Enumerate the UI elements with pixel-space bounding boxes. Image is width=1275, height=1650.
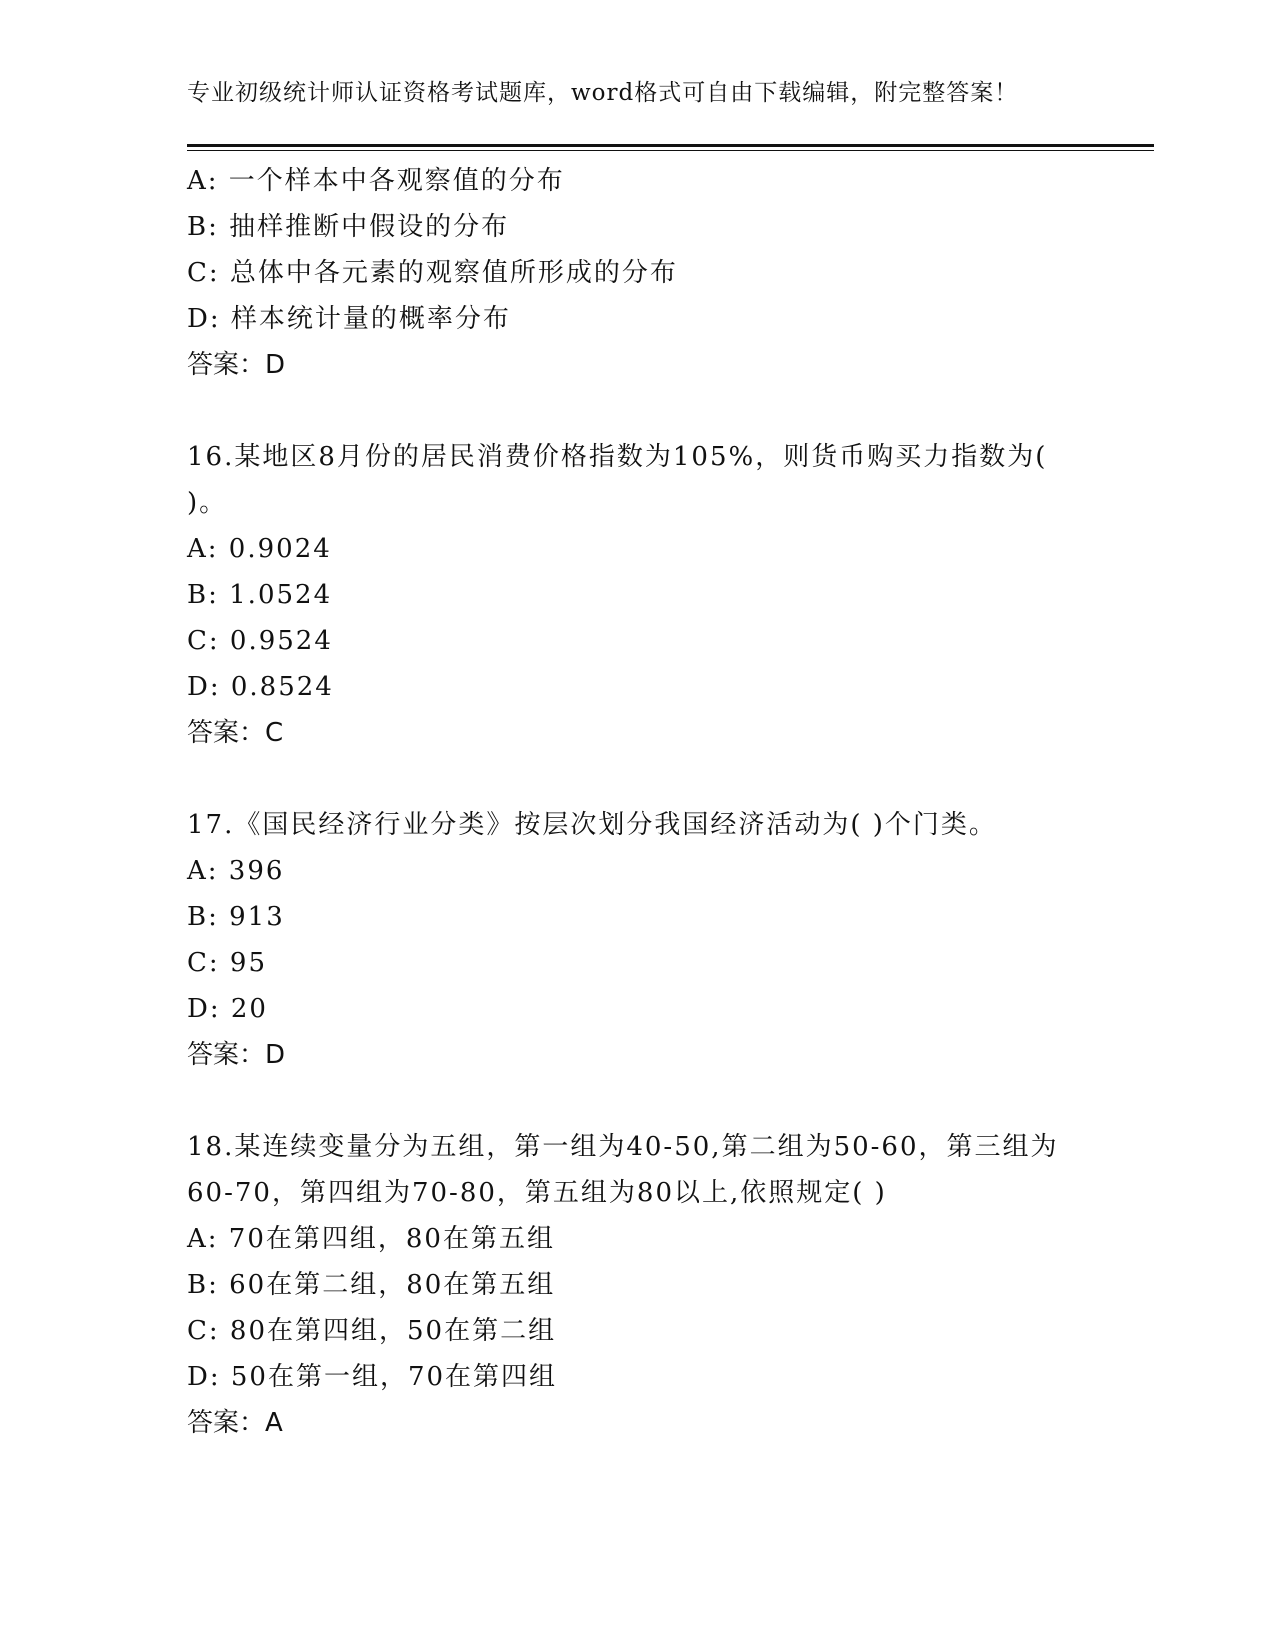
option-b: B: 60在第二组，80在第五组 [187,1270,556,1300]
option-b: B: 913 [187,902,285,932]
option-d: D: 0.8524 [187,672,334,702]
question-17 [187,802,1087,1078]
question-stem-continued: )。 [187,488,228,518]
option-b: B: 1.0524 [187,580,333,610]
page-header: 专业初级统计师认证资格考试题库，word格式可自由下载编辑，附完整答案！ [187,80,1019,106]
question-stem-continued: 60-70，第四组为70-80，第五组为80以上,依照规定( ) [187,1178,887,1208]
option-d: D: 50在第一组，70在第四组 [187,1362,558,1392]
header-rule-thick [187,144,1154,147]
answer-label: 答案：D [187,1040,286,1070]
option-d: D: 样本统计量的概率分布 [187,304,511,334]
option-c: C: 总体中各元素的观察值所形成的分布 [187,258,678,288]
question-stem: 17.《国民经济行业分类》按层次划分我国经济活动为( )个门类。 [187,810,997,840]
question-stem: 16.某地区8月份的居民消费价格指数为105%，则货币购买力指数为( [187,442,1048,472]
question-16 [187,434,1087,756]
answer-label: 答案：A [187,1408,283,1438]
option-a: A: 70在第四组，80在第五组 [187,1224,555,1254]
question-list [187,158,1087,1446]
answer-label: 答案：C [187,718,284,748]
option-a: A: 396 [187,856,285,886]
option-b: B: 抽样推断中假设的分布 [187,212,510,242]
question-15 [187,158,1087,388]
option-c: C: 0.9524 [187,626,333,656]
header-rule-thin [187,150,1154,151]
option-c: C: 95 [187,948,268,978]
question-stem: 18.某连续变量分为五组，第一组为40-50,第二组为50-60，第三组为 [187,1132,1059,1162]
answer-label: 答案：D [187,350,286,380]
option-a: A: 0.9024 [187,534,332,564]
question-18 [187,1124,1087,1446]
option-d: D: 20 [187,994,268,1024]
option-a: A: 一个样本中各观察值的分布 [187,166,565,196]
option-c: C: 80在第四组，50在第二组 [187,1316,557,1346]
